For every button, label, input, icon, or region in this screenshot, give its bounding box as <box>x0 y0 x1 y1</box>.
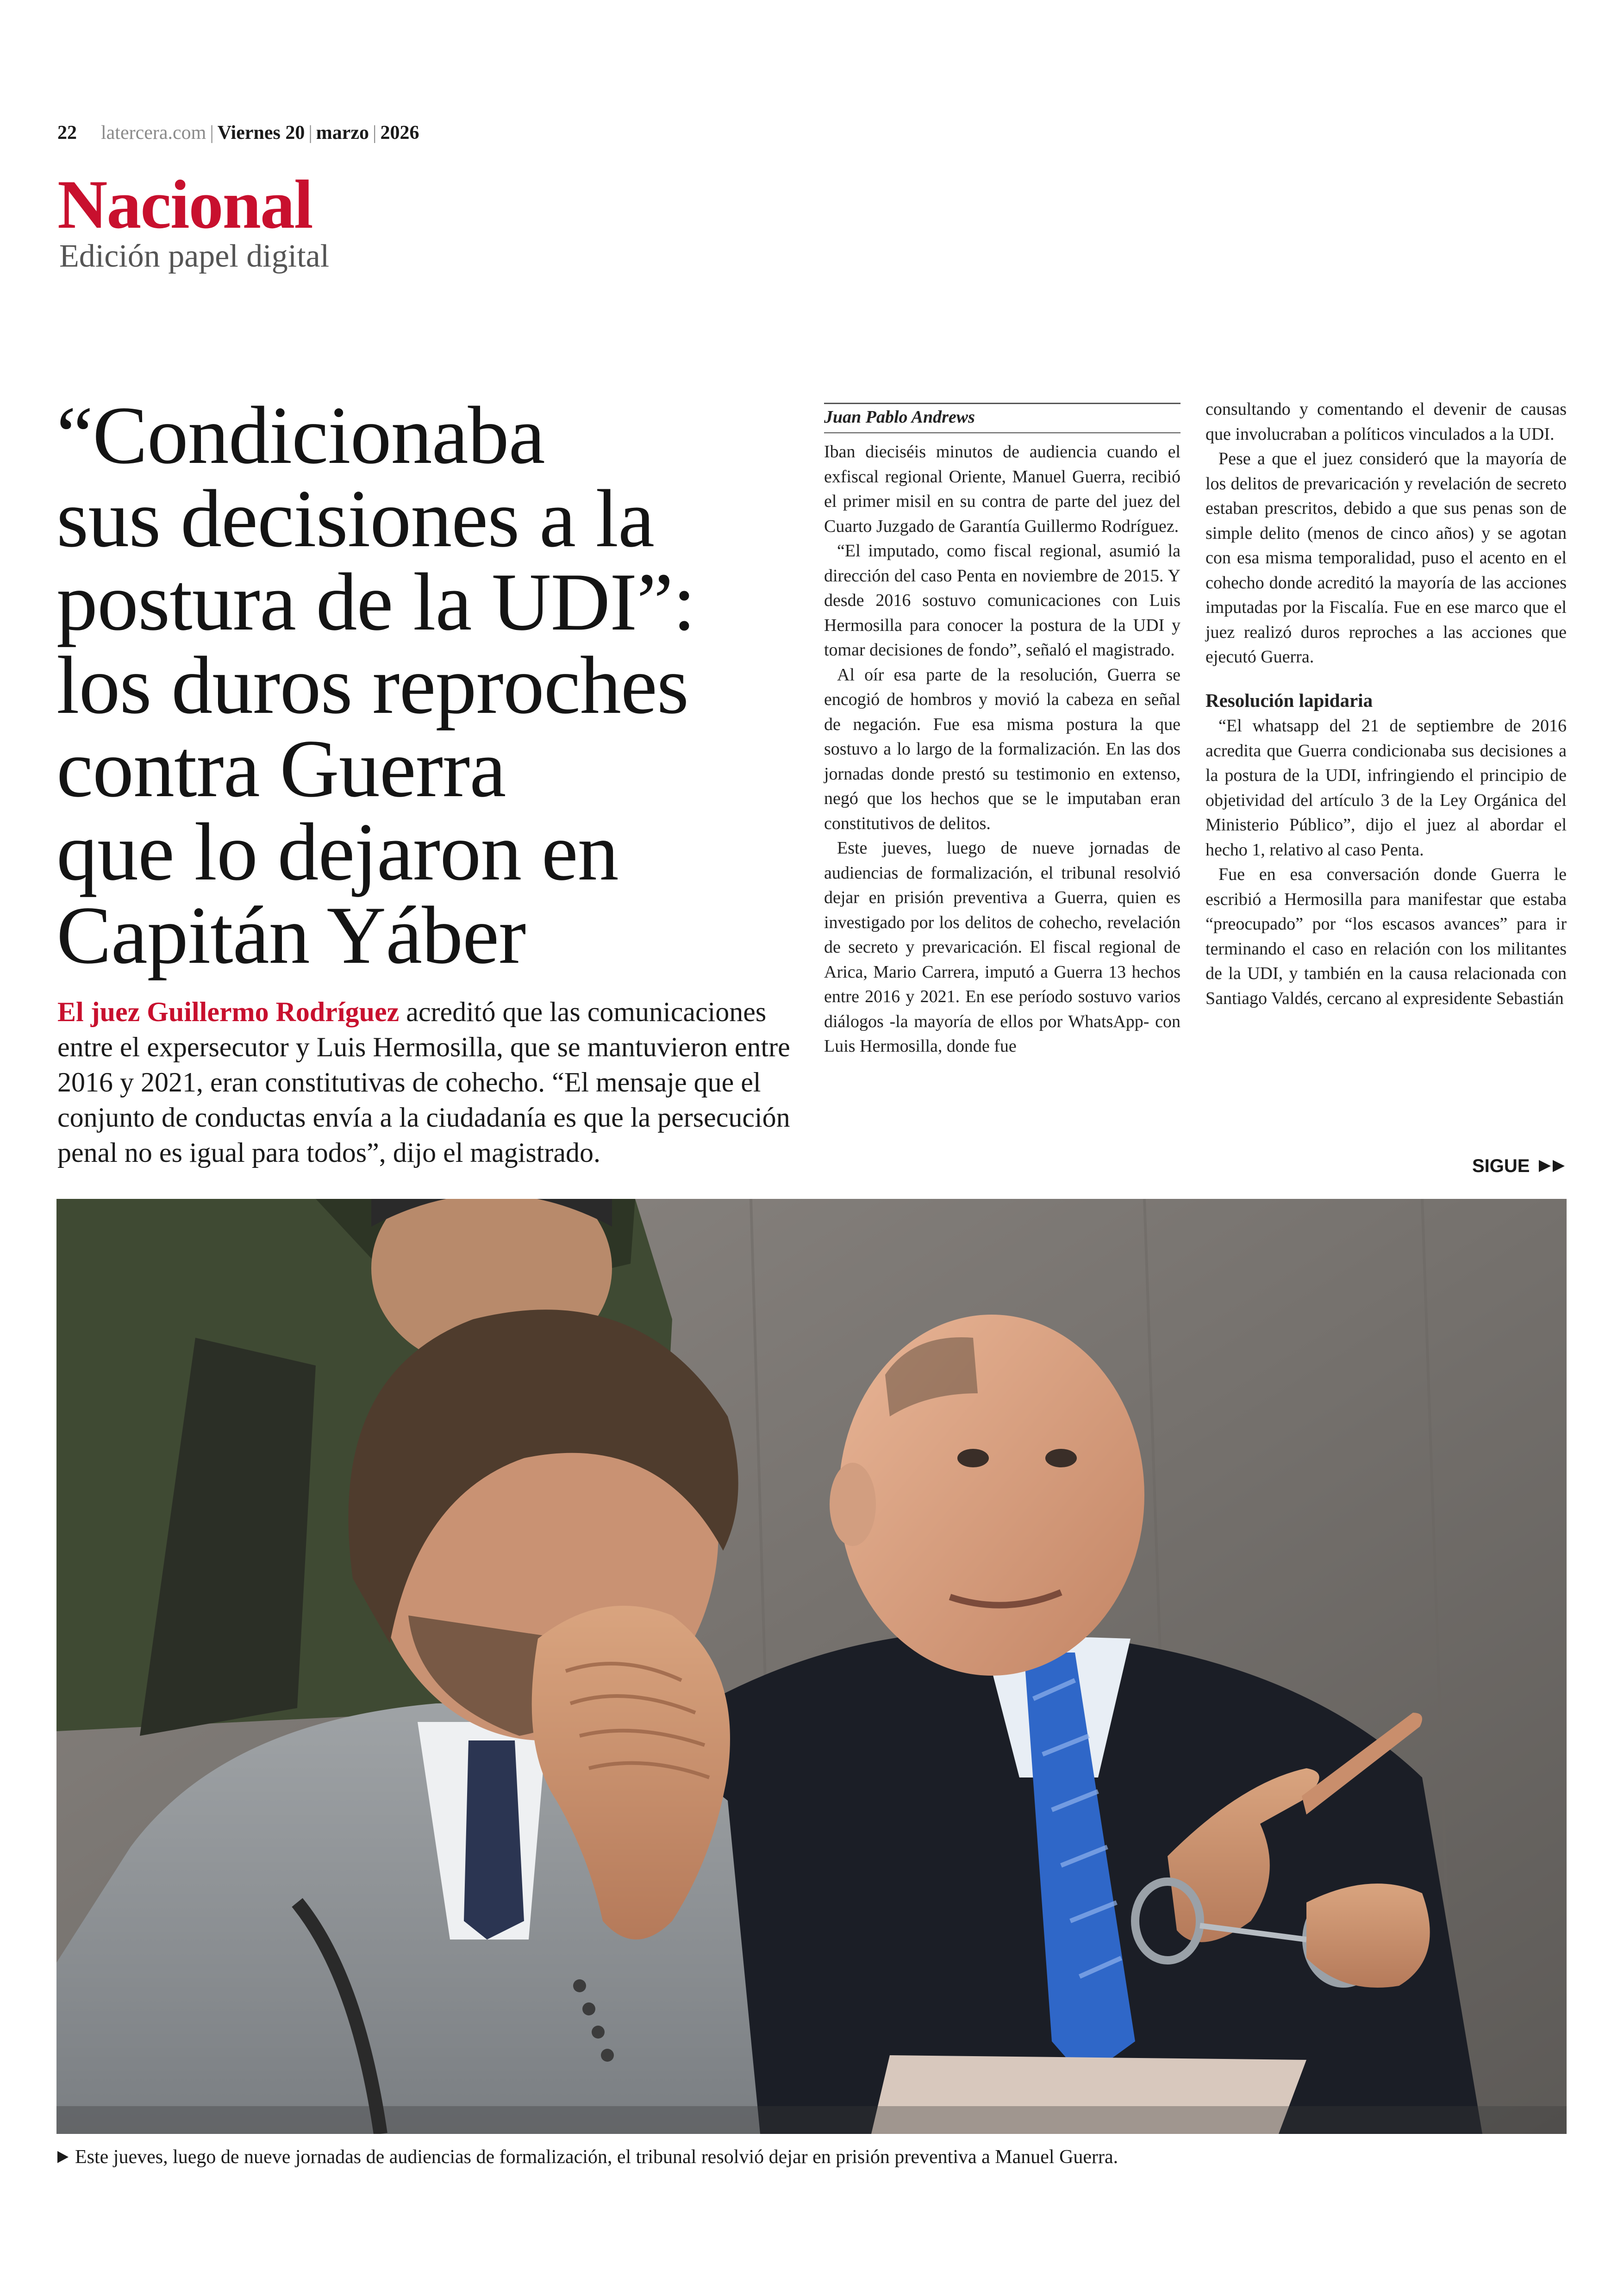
news-photo <box>56 1199 1567 2134</box>
headline <box>56 389 797 981</box>
article-paragraph: Pese a que el juez consideró que la mayoría de los delitos de prevaricación y revelación de secreto estaban prescritos, debido a que sus penas son de simple delito (menos de cinco años) y se agotan con esa misma temporalidad, puso el acento en el cohecho donde acreditó la mayoría de las acciones imputadas por la Fiscalía. Fue en ese marco que el juez realizó duros reproches a las acciones que ejecutó Guerra. <box>1206 449 1567 667</box>
site-name: latercera.com <box>101 122 206 143</box>
byline-rule <box>824 403 1181 404</box>
headline-line: sus decisiones a la <box>56 473 654 564</box>
byline: Juan Pablo Andrews <box>824 407 975 427</box>
double-arrow-right-icon <box>1538 1159 1568 1173</box>
article-paragraph: Iban dieciséis minutos de audiencia cuando el exfiscal regional Oriente, Manuel Guerra, recibió el primer misil en su contra de parte del juez del Cuarto Juzgado de Garantía Guillermo Rodríguez. <box>824 442 1181 536</box>
byline-rule <box>824 432 1181 433</box>
article-paragraph: “El imputado, como fiscal regional, asumió la dirección del caso Penta en noviembre de 2015. Y desde 2016 sostuvo comunicaciones con Luis Hermosilla para conocer la postura de la UDI y tomar decisiones de fondo”, señaló el magistrado. <box>824 541 1181 660</box>
folio-line <box>57 121 419 144</box>
headline-line: “Condicionaba <box>56 389 545 481</box>
separator: | <box>373 122 377 143</box>
triangle-right-icon <box>56 2150 69 2164</box>
lede <box>57 994 798 1170</box>
section-title: Nacional <box>57 166 312 243</box>
headline-line: Capitán Yáber <box>56 889 526 981</box>
folio-weekday: Viernes 20 <box>217 122 305 143</box>
page-number: 22 <box>57 122 77 143</box>
lede-lead: El juez Guillermo Rodríguez <box>57 997 400 1027</box>
lede-text: acreditó que las comunicaciones entre el expersecutor y Luis Hermosilla, que se mantuvieron entre 2016 y 2021, eran constitutivas de cohecho. “El mensaje que el conjunto de conductas envía a la ciudadanía es que la persecución penal no es igual para todos”, dijo el magistrado. <box>57 997 790 1168</box>
article-column-1 <box>824 440 1181 1059</box>
article-paragraph: Al oír esa parte de la resolución, Guerra se encogió de hombros y movió la cabeza en señal de negación. Fue esa misma postura la que sostuvo a lo largo de la formalización. En las dos jornadas donde prestó su testimonio en extenso, negó que los hechos que se le imputaban eran constitutivos de delitos. <box>824 665 1181 833</box>
headline-line: los duros reproches <box>56 639 689 731</box>
article-paragraph: Este jueves, luego de nueve jornadas de audiencias de formalización, el tribunal resolvió dejar en prisión preventiva a Guerra, quien es investigado por los delitos de cohecho, revelación de secreto y prevaricación. El fiscal regional de Arica, Mario Carrera, imputó a Guerra 13 hechos entre 2016 y 2021. En ese período sostuvo varios diálogos -la mayoría de ellos por WhatsApp- con Luis Hermosilla, donde fue <box>824 838 1181 1056</box>
article-paragraph: Fue en esa conversación donde Guerra le escribió a Hermosilla para manifestar que estaba “preocupado” por “los escasos avances” para ir terminando el caso en relación con los militantes de la UDI, y también en la causa relacionada con Santiago Valdés, cercano al expresidente Sebastián <box>1206 865 1567 1008</box>
headline-line: que lo dejaron en <box>56 806 618 898</box>
article-column-2 <box>1206 397 1567 1011</box>
continue-marker <box>1472 1154 1568 1178</box>
headline-line: postura de la UDI”: <box>56 556 695 648</box>
caption-text: Este jueves, luego de nueve jornadas de audiencias de formalización, el tribunal resolvió dejar en prisión preventiva a Manuel Guerra. <box>75 2146 1118 2168</box>
headline-line: contra Guerra <box>56 723 506 814</box>
continue-label: SIGUE <box>1472 1156 1530 1176</box>
separator: | <box>210 122 214 143</box>
photo-caption <box>56 2145 1118 2169</box>
folio-month: marzo <box>316 122 369 143</box>
article-paragraph: “El whatsapp del 21 de septiembre de 2016 acredita que Guerra condicionaba sus decisiones a la postura de la UDI, infringiendo el principio de objetividad del artículo 3 de la Ley Orgánica del Ministerio Público”, dijo el juez al abordar el hecho 1, relativo al caso Penta. <box>1206 716 1567 860</box>
article-paragraph: consultando y comentando el devenir de causas que involucraban a políticos vinculados a la UDI. <box>1206 399 1567 444</box>
edition-label: Edición papel digital <box>59 238 330 274</box>
article-subhead: Resolución lapidaria <box>1206 689 1373 711</box>
separator: | <box>308 122 312 143</box>
folio-year: 2026 <box>380 122 419 143</box>
